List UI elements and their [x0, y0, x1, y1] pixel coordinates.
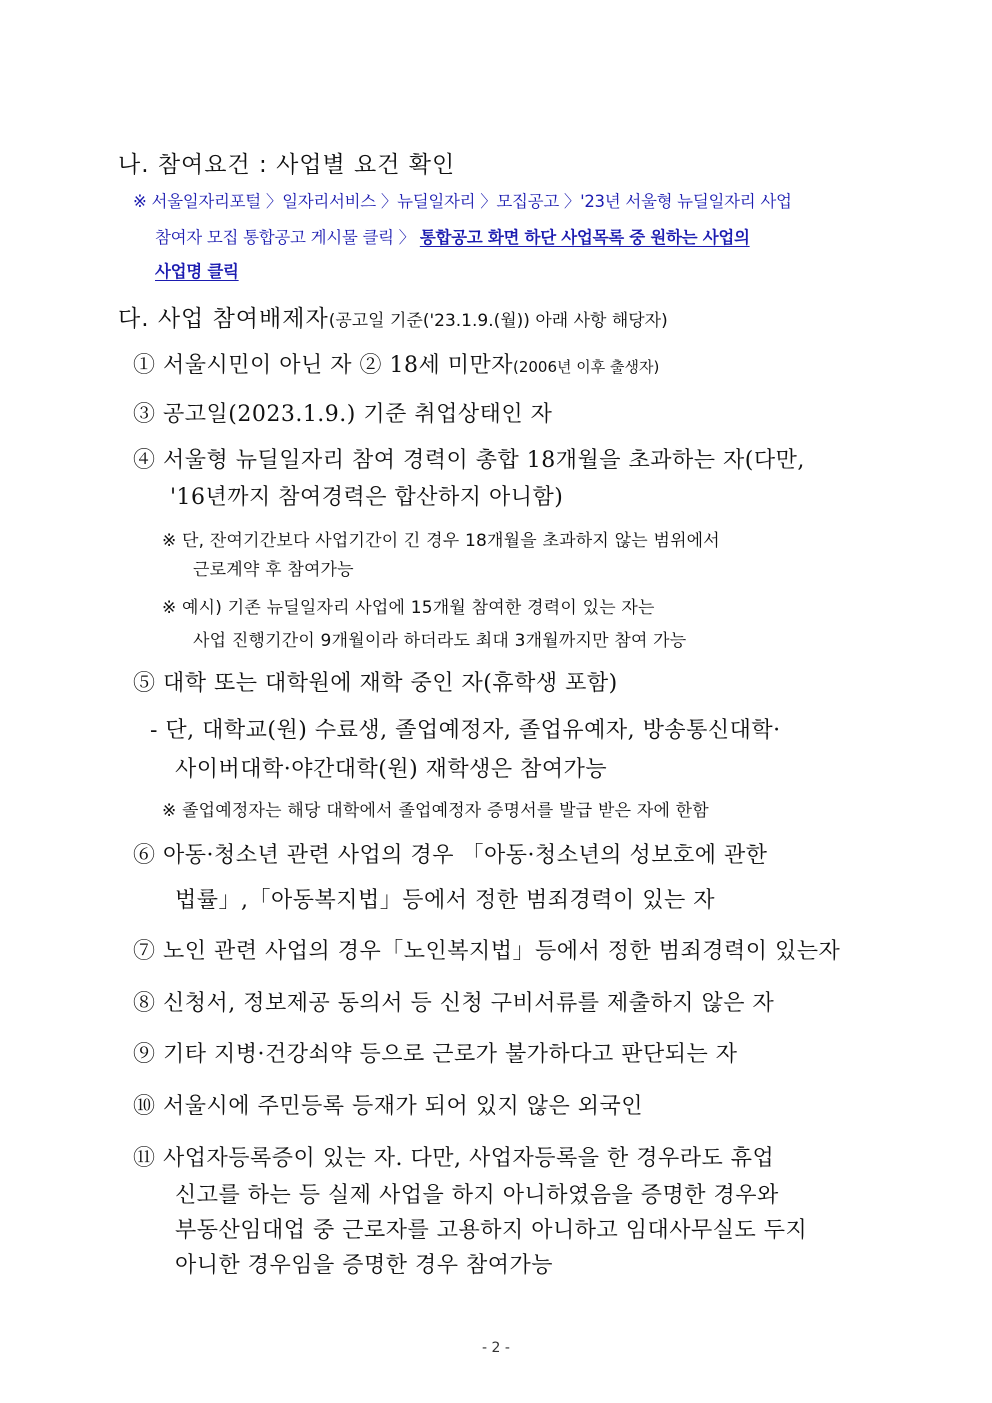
exclusion-item-5-exception-line1: - 단, 대학교(원) 수료생, 졸업예정자, 졸업유예자, 방송통신대학· — [150, 718, 781, 743]
exclusion-item-11-line1: ⑪ 사업자등록증이 있는 자. 다만, 사업자등록을 한 경우라도 휴업 — [133, 1146, 775, 1171]
exclusion-item-6-line2: 법률」,「아동복지법」등에서 정한 범죄경력이 있는 자 — [175, 888, 716, 913]
section-da-heading-main: 다. 사업 참여배제자 — [118, 306, 329, 332]
exclusion-item-10: ⑩ 서울시에 주민등록 등재가 되어 있지 않은 외국인 — [133, 1094, 643, 1119]
exclusion-item-4-line1: ④ 서울형 뉴딜일자리 참여 경력이 총합 18개월을 초과하는 자(다만, — [133, 448, 805, 473]
business-list-link[interactable]: 통합공고 화면 하단 사업목록 중 원하는 사업의 — [419, 228, 750, 247]
exclusion-item-1-2-main: ① 서울시민이 아닌 자 ② 18세 미만자 — [133, 353, 513, 378]
section-na-heading: 나. 참여요건 : 사업별 요건 확인 — [118, 152, 456, 178]
exclusion-item-4-line2: '16년까지 참여경력은 합산하지 아니함) — [170, 485, 564, 510]
exclusion-item-4-note2-line1: ※ 예시) 기존 뉴딜일자리 사업에 15개월 참여한 경력이 있는 자는 — [162, 598, 655, 618]
section-da-heading-sub: (공고일 기준('23.1.9.(월)) 아래 사항 해당자) — [328, 311, 668, 331]
exclusion-item-4-note1-line1: ※ 단, 잔여기간보다 사업기간이 긴 경우 18개월을 초과하지 않는 범위에서 — [162, 531, 720, 551]
exclusion-item-11-line2: 신고를 하는 등 실제 사업을 하지 아니하였음을 증명한 경우와 — [175, 1183, 779, 1208]
exclusion-item-11-line4: 아니한 경우임을 증명한 경우 참여가능 — [175, 1253, 554, 1278]
exclusion-item-1-2 — [133, 348, 659, 379]
exclusion-item-4-note1-line2: 근로계약 후 참여가능 — [193, 560, 354, 580]
exclusion-item-5-note: ※ 졸업예정자는 해당 대학에서 졸업예정자 증명서를 발급 받은 자에 한함 — [162, 801, 709, 821]
exclusion-item-5-exception-line2: 사이버대학·야간대학(원) 재학생은 참여가능 — [175, 757, 608, 782]
portal-path-note-line3 — [155, 258, 239, 282]
exclusion-item-4-note2-line2: 사업 진행기간이 9개월이라 하더라도 최대 3개월까지만 참여 가능 — [193, 631, 687, 651]
portal-path-note-line1: ※ 서울일자리포털 〉일자리서비스 〉뉴딜일자리 〉모집공고 〉'23년 서울형 뉴딜일자리 사업 — [133, 192, 792, 211]
portal-path-note-line2 — [155, 224, 750, 248]
exclusion-item-9: ⑨ 기타 지병·건강쇠약 등으로 근로가 불가하다고 판단되는 자 — [133, 1042, 738, 1067]
exclusion-item-6-line1: ⑥ 아동·청소년 관련 사업의 경우 「아동·청소년의 성보호에 관한 — [133, 843, 768, 868]
exclusion-item-8: ⑧ 신청서, 정보제공 동의서 등 신청 구비서류를 제출하지 않은 자 — [133, 991, 775, 1016]
exclusion-item-5: ⑤ 대학 또는 대학원에 재학 중인 자(휴학생 포함) — [133, 671, 618, 696]
exclusion-item-7: ⑦ 노인 관련 사업의 경우「노인복지법」등에서 정한 범죄경력이 있는자 — [133, 939, 841, 964]
exclusion-item-2-note: (2006년 이후 출생자) — [512, 358, 660, 376]
portal-path-note-plain: 참여자 모집 통합공고 게시물 클릭 〉 — [155, 228, 415, 247]
page-number: - 2 - — [482, 1340, 510, 1356]
section-da-heading — [118, 300, 668, 333]
exclusion-item-3: ③ 공고일(2023.1.9.) 기준 취업상태인 자 — [133, 402, 553, 427]
business-name-link[interactable]: 사업명 클릭 — [155, 262, 239, 281]
exclusion-item-11-line3: 부동산임대업 중 근로자를 고용하지 아니하고 임대사무실도 두지 — [175, 1218, 808, 1243]
